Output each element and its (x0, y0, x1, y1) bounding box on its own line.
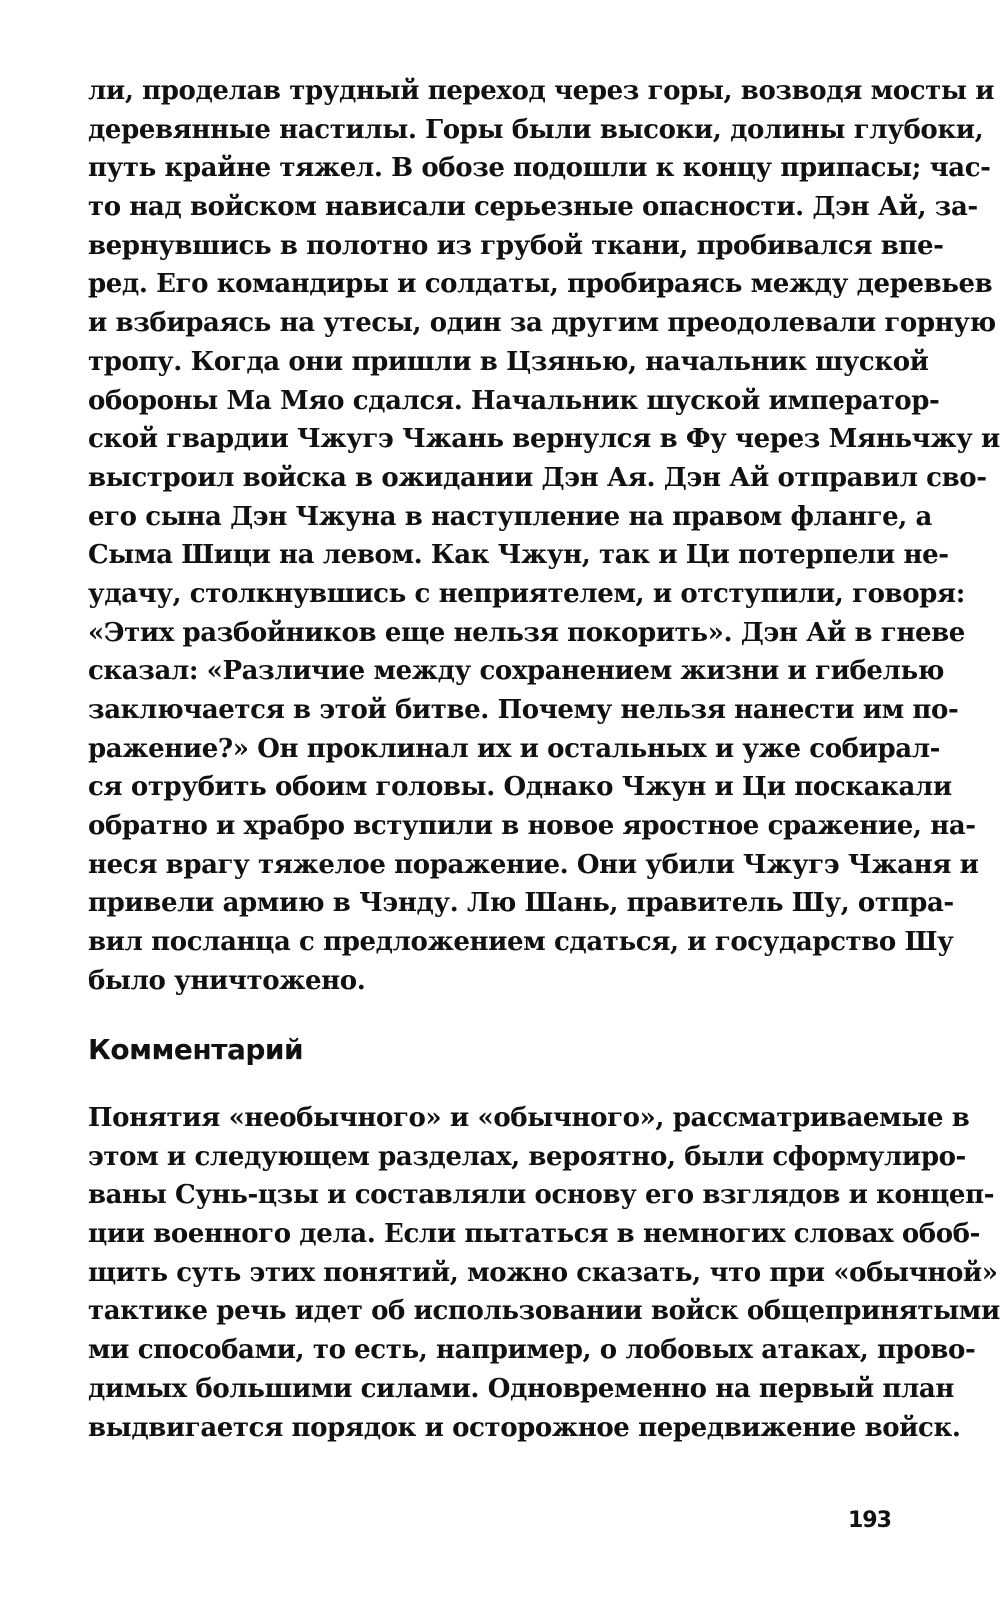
text-line: удачу, столкнувшись с неприятелем, и отступили, говоря: (88, 578, 965, 609)
text-line: обороны Ма Мяо сдался. Начальник шуской император- (88, 385, 940, 416)
text-line: выстроил войска в ожидании Дэн Ая. Дэн Ай отправил сво- (88, 462, 987, 493)
text-line: Сыма Шици на левом. Как Чжун, так и Ци потерпели не- (88, 540, 949, 571)
text-line: ми способами, то есть, например, о лобовых атаках, прово- (88, 1335, 976, 1366)
text-line: «Этих разбойников еще нельзя покорить». Дэн Ай в гневе (88, 617, 965, 648)
section-heading: Комментарий (88, 1033, 304, 1066)
text-line: этом и следующем разделах, вероятно, были сформулиро- (88, 1141, 966, 1172)
text-line: неся врагу тяжелое поражение. Они убили Чжугэ Чжаня и (88, 849, 979, 880)
text-line: ской гвардии Чжугэ Чжань вернулся в Фу через Мяньчжу и (88, 424, 1000, 455)
text-line: тропу. Когда они пришли в Цзянью, начальник шуской (88, 346, 929, 377)
text-line: вернувшись в полотно из грубой ткани, пробивался впе- (88, 230, 944, 261)
text-line: обратно и храбро вступили в новое яростное сражение, на- (88, 811, 976, 842)
commentary-text-block (88, 1099, 1000, 1447)
text-line: димых большими силами. Одновременно на первый план (88, 1373, 954, 1404)
text-line: ли, проделав трудный переход через горы, возводя мосты и (88, 76, 995, 106)
main-text-block (88, 72, 1000, 1001)
text-line: путь крайне тяжел. В обозе подошли к концу припасы; час- (88, 153, 991, 184)
text-line: его сына Дэн Чжуна в наступление на правом фланге, а (88, 501, 932, 532)
text-line: деревянные настилы. Горы были высоки, долины глубоки, (88, 114, 984, 145)
text-line: сказал: «Различие между сохранением жизни и гибелью (88, 656, 944, 687)
text-line: выдвигается порядок и осторожное передвижение войск. (88, 1412, 961, 1443)
text-line: ред. Его командиры и солдаты, пробираясь между деревьев (88, 269, 993, 300)
text-line: ся отрубить обоим головы. Однако Чжун и Ци поскакали (88, 772, 952, 803)
page-number: 193 (848, 1508, 891, 1533)
text-line: тактике речь идет об использовании войск общепринятыми (88, 1296, 1000, 1327)
text-line: и взбираясь на утесы, один за другим преодолевали горную (88, 308, 996, 339)
text-line: Понятия «необычного» и «обычного», рассматриваемые в (88, 1103, 970, 1133)
text-line: ражение?» Он проклинал их и остальных и уже собирал- (88, 733, 941, 764)
text-line: привели армию в Чэнду. Лю Шань, правитель Шу, отпра- (88, 888, 954, 919)
text-line: ции военного дела. Если пытаться в немногих словах обоб- (88, 1219, 981, 1250)
text-line: ваны Сунь-цзы и составляли основу его взглядов и концеп- (88, 1180, 995, 1211)
text-line: щить суть этих понятий, можно сказать, что при «обычной» (88, 1257, 998, 1288)
text-line: заключается в этой битве. Почему нельзя нанести им по- (88, 695, 959, 725)
text-line: было уничтожено. (88, 965, 366, 996)
text-line: вил посланца с предложением сдаться, и государство Шу (88, 927, 954, 958)
text-line: то над войском нависали серьезные опасности. Дэн Ай, за- (88, 192, 978, 223)
